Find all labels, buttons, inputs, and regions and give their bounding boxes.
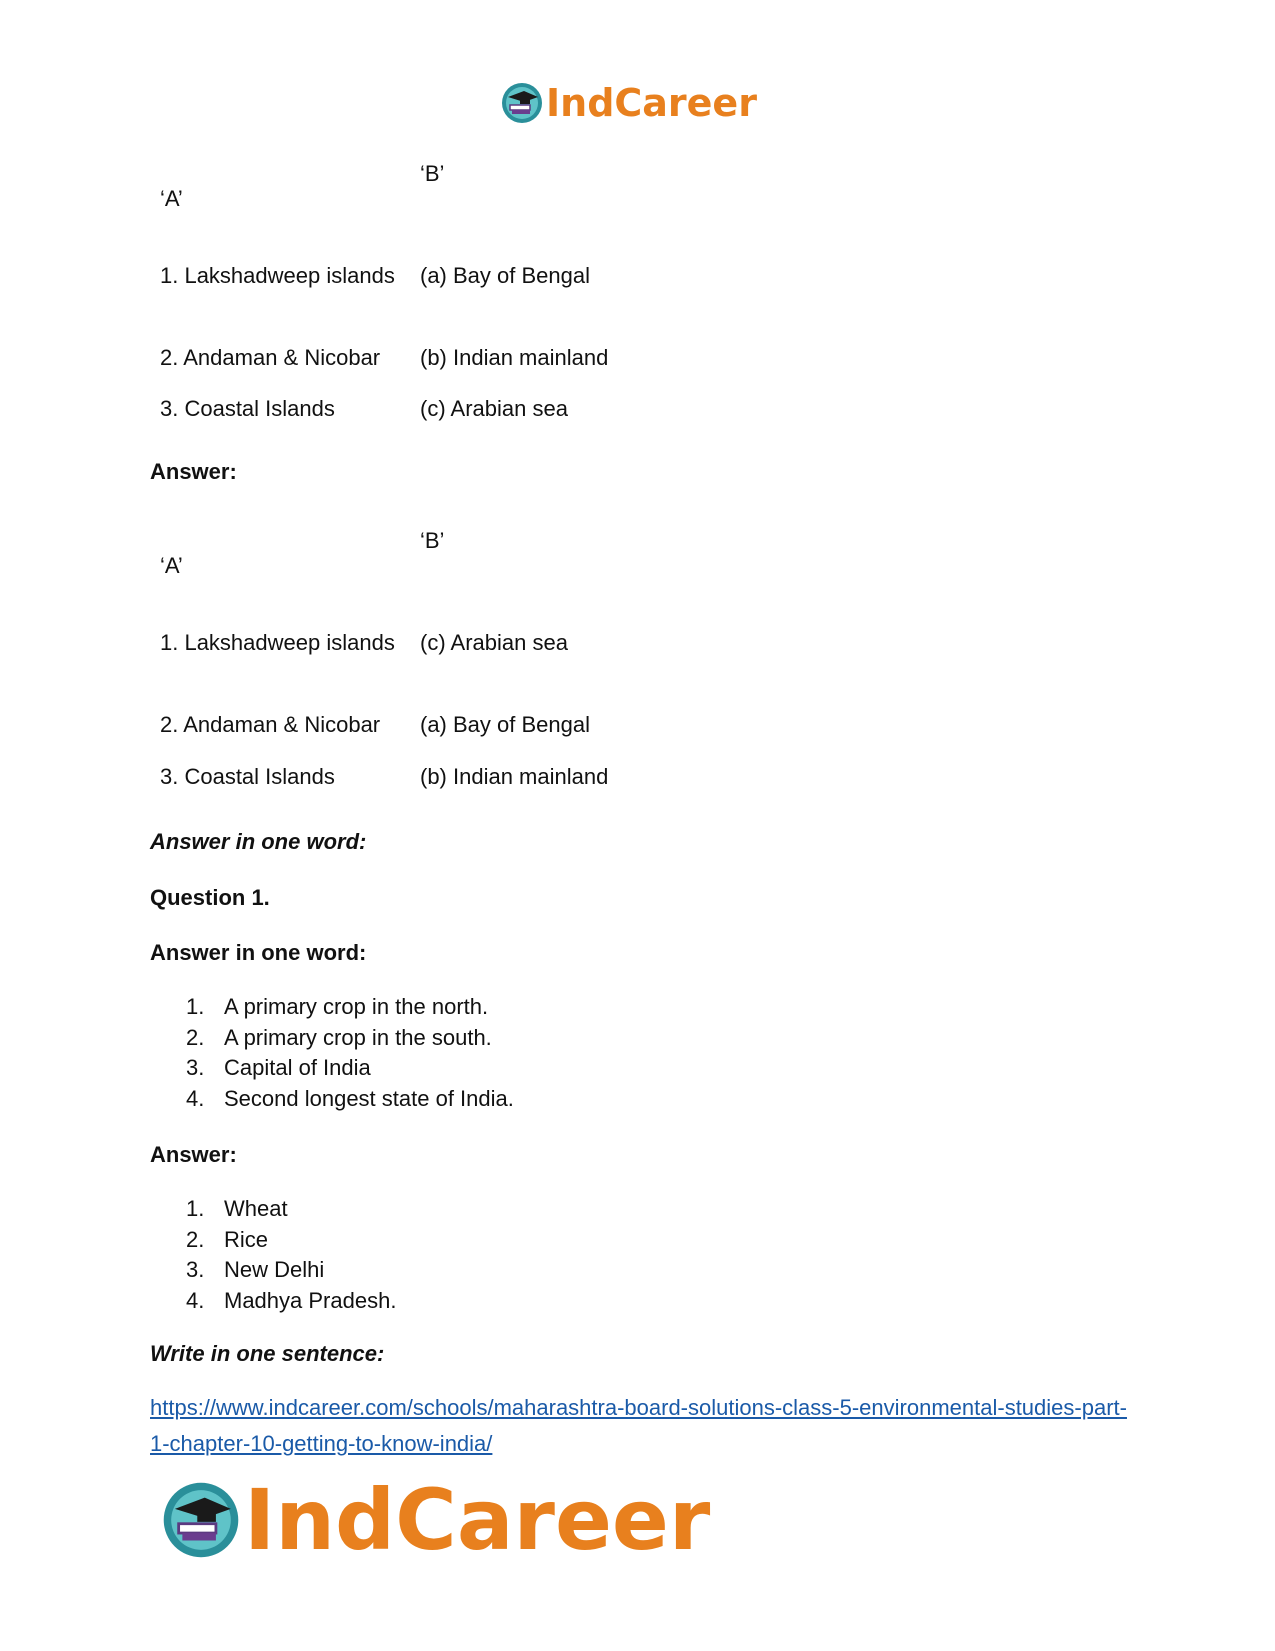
answer-list (186, 1194, 396, 1316)
list-text: A primary crop in the north. (224, 994, 489, 1019)
answer-row-2-a: 2. Andaman & Nicobar (160, 712, 381, 737)
list-text: A primary crop in the south. (224, 1024, 492, 1050)
question-row-1-b: (a) Bay of Bengal (420, 263, 590, 288)
answer-row-3-b: (b) Indian mainland (420, 764, 609, 789)
logo-text: IndCareer (244, 1471, 711, 1569)
list-number: 3. (186, 1055, 205, 1080)
source-link[interactable]: https://www.indcareer.com/schools/maharashtra-board-solutions-class-5-environmental-studies-part-1-chapter-10-getting-to-know-india/ (150, 1395, 1127, 1456)
list-number: 1. (186, 1196, 205, 1221)
list-number: 2. (186, 1024, 205, 1050)
list-number: 4. (186, 1085, 205, 1111)
list-text: Wheat (224, 1196, 288, 1221)
list-item (186, 1194, 396, 1225)
list-item (186, 1286, 396, 1317)
section-heading-one-sentence: Write in one sentence: (150, 1341, 385, 1366)
list-number: 4. (186, 1287, 205, 1313)
question-col-a-header: ‘A’ (160, 186, 183, 211)
list-number: 1. (186, 994, 205, 1019)
list-item (186, 1225, 396, 1256)
answer-label: Answer: (150, 459, 237, 484)
list-item (186, 1084, 514, 1115)
list-item (186, 1255, 396, 1286)
question-row-2-a: 2. Andaman & Nicobar (160, 345, 381, 370)
answer-row-1-a: 1. Lakshadweep islands (160, 630, 395, 655)
question-row-2-b: (b) Indian mainland (420, 345, 609, 370)
question-row-3-a: 3. Coastal Islands (160, 396, 335, 421)
answer-label: Answer: (150, 1142, 237, 1167)
list-item (186, 992, 514, 1023)
answer-row-1-b: (c) Arabian sea (420, 630, 568, 655)
answer-col-a-header: ‘A’ (160, 553, 183, 578)
list-number: 3. (186, 1257, 205, 1282)
list-item (186, 1053, 514, 1084)
list-text: Rice (224, 1226, 269, 1252)
graduation-book-icon (160, 1479, 242, 1561)
answer-row-2-b: (a) Bay of Bengal (420, 712, 590, 737)
list-number: 2. (186, 1226, 205, 1252)
list-text: New Delhi (224, 1257, 325, 1282)
question-list (186, 992, 514, 1114)
footer-logo (160, 1470, 710, 1570)
logo-text: IndCareer (546, 81, 757, 125)
list-text: Capital of India (224, 1055, 371, 1080)
list-item (186, 1023, 514, 1054)
question-col-b-header: ‘B’ (420, 161, 445, 186)
list-text: Second longest state of India. (224, 1085, 514, 1111)
header-logo (500, 78, 757, 128)
answer-col-b-header: ‘B’ (420, 528, 445, 553)
question-row-3-b: (c) Arabian sea (420, 396, 568, 421)
question-label: Question 1. (150, 885, 270, 910)
list-text: Madhya Pradesh. (224, 1287, 397, 1313)
question-prompt: Answer in one word: (150, 940, 367, 965)
section-heading-one-word: Answer in one word: (150, 829, 367, 854)
answer-row-3-a: 3. Coastal Islands (160, 764, 335, 789)
question-row-1-a: 1. Lakshadweep islands (160, 263, 395, 288)
graduation-book-icon (500, 81, 544, 125)
